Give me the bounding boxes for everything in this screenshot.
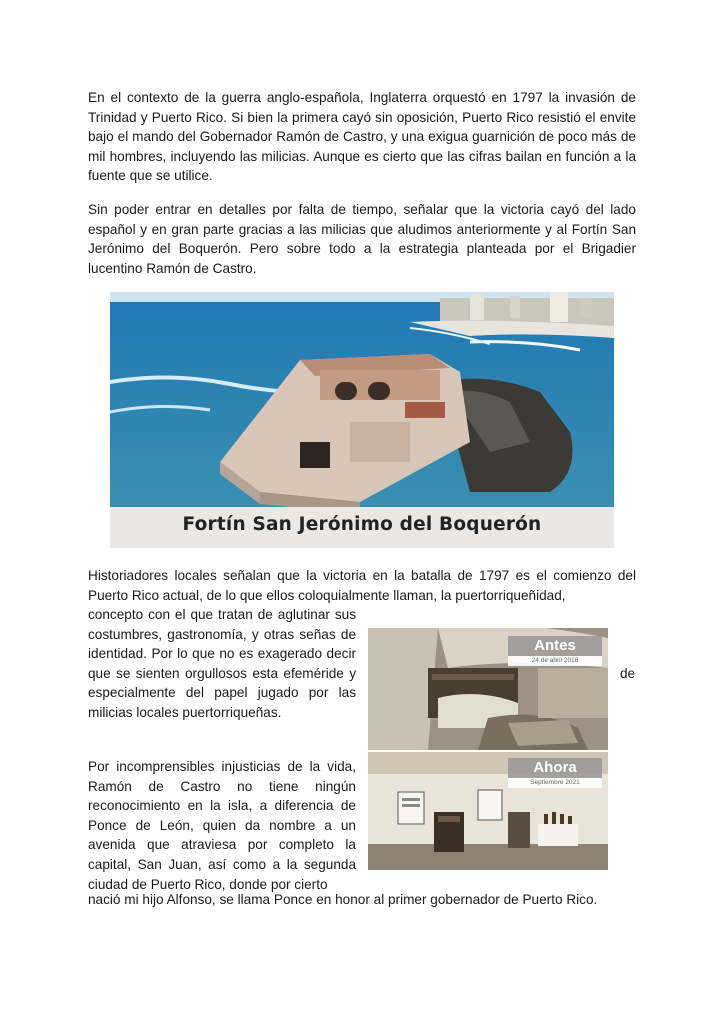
ahora-label: Ahora <box>508 758 602 778</box>
paragraph-historians: Historiadores locales señalan que la victoria en la batalla de 1797 es el comienzo del Puerto Rico actual, de lo que ellos coloquialmente llaman, la puertorriqueñidad, <box>88 568 636 603</box>
paragraph-identity-continuation: de <box>620 666 636 681</box>
antes-photo <box>368 628 608 750</box>
fortin-caption: Fortín San Jerónimo del Boquerón <box>182 514 542 535</box>
ahora-date: Septiembre 2021 <box>508 778 602 788</box>
paragraph-ponce: nació mi hijo Alfonso, se llama Ponce en honor al primer gobernador de Puerto Rico. <box>88 892 598 907</box>
paragraph-invasion: En el contexto de la guerra anglo-española, Inglaterra orquestó en 1797 la invasión de Trinidad y Puerto Rico. Si bien la primera cayó sin oposición, Puerto Rico resistió el envite bajo el mando del Gobernador Ramón de Castro, y una exigua guarnición de poco más de mil hombres, incluyendo las milicias. Aunque es cierto que las cifras bailan en función a la fuente que se utilice. <box>88 90 636 184</box>
paragraph-castro-recognition: Por incomprensibles injusticias de la vida, Ramón de Castro no tiene ningún reconocimiento en la isla, a diferencia de Ponce de León, quien da nombre a un avenida que atraviesa por completo la capital, San Juan, así como a la segunda ciudad de Puerto Rico, donde por cierto <box>88 759 356 892</box>
antes-label: Antes <box>508 636 602 656</box>
ahora-photo <box>368 752 608 870</box>
fortin-photo <box>110 292 614 548</box>
paragraph-victory: Sin poder entrar en detalles por falta de tiempo, señalar que la victoria cayó del lado español y en gran parte gracias a las milicias que aludimos anteriormente y al Fortín San Jerónimo del Boquerón. Pero sobre todo a la estrategia planteada por el Brigadier lucentino Ramón de Castro. <box>88 202 636 276</box>
antes-date: 24 de abril 2018 <box>508 656 602 666</box>
paragraph-identity: concepto con el que tratan de aglutinar sus costumbres, gastronomía, y otras señas de identidad. Por lo que no es exagerado decir que se sienten orgullosos esta efeméride y especialmente del papel jugado por las milicias locales puertorriqueñas. <box>88 607 356 720</box>
